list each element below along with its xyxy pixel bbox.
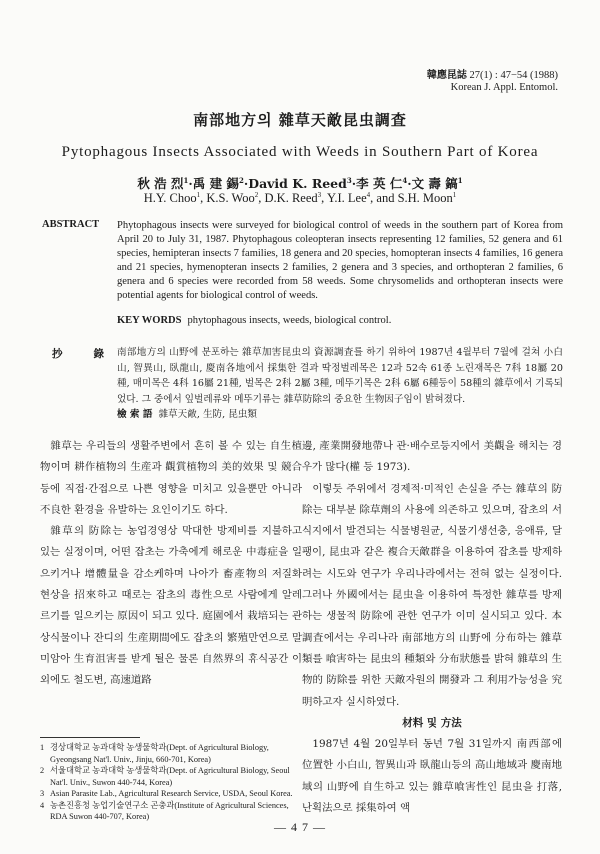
keywords-value: phytophagous insects, weeds, biological control. bbox=[187, 315, 392, 326]
authors-english: H.Y. Choo$^1$, K.S. Woo$^2$, D.K. Reed$^3$, Y.I. Lee$^4$, and S.H. Moon$^1$ bbox=[143, 190, 457, 205]
affiliation-mark: 4 bbox=[402, 175, 408, 185]
chorok-label-char: 錄 bbox=[93, 348, 104, 360]
affiliation-mark: 2 bbox=[254, 190, 259, 199]
keywords-ko bbox=[117, 406, 257, 420]
body-paragraph: 이렇듯 주위에서 경제적·미적인 손실을 주는 雜草의 防除는 대부분 除草劑의 사용에 의존하고 있으며, 잡초의 서식지에서 발견되는 식물병원균, 식물기생선충, 응애류, 달팽이, 昆虫과 같은 複合天敵群을 이용하여 잡초를 방제하려는 시도와 연구가 우리나라에서는 전혀 없는 실정이다. 그러나 外國에서는 昆虫을 이용하여 특정한 雜草를 방제하는 생물적 防除에 관한 연구가 이미 실시되고 있다. 本調査에서는 우리나라 南部地方의 山野에 分布하는 雜草類를 喰害하는 昆虫의 種類와 分布狀態를 밝혀 雜草의 生物的 防除를 위한 天敵자원의 開發과 그 利用가능성을 究明하고자 실시하였다. bbox=[302, 482, 562, 708]
abstract-label: ABSTRACT bbox=[42, 219, 100, 230]
affiliation-mark: 3 bbox=[317, 190, 322, 199]
keywords-en bbox=[117, 315, 391, 326]
chorok-text: 南部地方의 山野에 분포하는 雜草加害昆虫의 資源調査를 하기 위하여 1987년 4월부터 7월에 걸쳐 小白山, 智異山, 臥龍山, 慶南各地에서 採集한 결과 딱정벌레목은 12과 52속 61종 노린재목은 7科 18屬 20種, 매미목은 4科 16屬 21種, 벌목은 2科 2屬 3種, 메뚜기목은 2科 6屬 6種등이 58種의 雜草에서 기록되었다. 그 중에서 잎벌레류와 메뚜기류는 雜草防除의 중요한 生物因子임이 밝혀졌다. bbox=[117, 347, 563, 405]
abstract-text: Phytophagous insects were surveyed for biological control of weeds in the southern part of Korea from April 20 to July 31, 1987. Phytophagous coleopteran insects representing 12 families, 52 genera and 61 species, hemipteran insects 7 families, 18 genera and 20 species, homopteran insects 4 families, 16 genera and 21 species, hymenopteran insects 2 families, 2 genera and 3 species, and orthopteran 2 families, 6 genera and 6 species were recorded from 58 weeds. Some chrysomelids and orthopteran insects were potential agents for biological control of weeds. bbox=[117, 220, 563, 301]
footnote-number: 4 bbox=[40, 800, 45, 810]
body-paragraph: 雜草의 防除는 농업경영상 막대한 방제비를 지불하고 있는 실정이며, 어떤 잡초는 가축에게 해로운 中毒症을 일으키거나 增體量을 감소케하며 나아가 畜產物의 저질화 현상을 招來하고 때로는 잡초의 毒性으로 사람에게 알레르기를 일으키는 原因이 되고 있다. 庭園에서 栽培되는 관상식물이나 잔디의 生産期間에도 잡초의 繁殖만연으로 말미암아 生育沮害를 받게 될은 물론 自然界의 휴식공간 이외에도 철도변, 高速道路 bbox=[40, 525, 302, 687]
footnote-rule bbox=[40, 737, 140, 738]
title-korean: 南部地方의 雜草天敵昆虫調査 bbox=[193, 111, 407, 129]
author-en: H.Y. Choo bbox=[143, 191, 197, 205]
chorok-label bbox=[52, 346, 104, 361]
author-ko: 李 英 仁 bbox=[356, 176, 403, 191]
body-paragraph: 邊, 產業開發地帶나 관·배수로등지에서 美觀을 해치는 경우가 많다(權 등 1973). bbox=[302, 440, 562, 474]
journal-volume: 27(1) : 47−54 (1988) bbox=[469, 70, 558, 81]
journal-citation bbox=[427, 70, 558, 94]
footnote bbox=[40, 765, 302, 788]
footnote-number: 3 bbox=[40, 789, 45, 798]
author-en: Y.I. Lee bbox=[326, 191, 367, 205]
footnote-text: 서울대학교 농과대학 농생물학과(Dept. of Agricultural Biology, Seoul Nat'l. Univ., Suwon 440-744, Korea) bbox=[50, 766, 290, 787]
author-ko: 秋 浩 烈 bbox=[137, 176, 184, 191]
footnotes bbox=[40, 742, 302, 823]
affiliation-mark: 1 bbox=[452, 190, 457, 199]
affiliation-mark: 1 bbox=[457, 175, 463, 185]
footnote-number: 1 bbox=[40, 743, 45, 752]
footnote-number: 2 bbox=[40, 766, 45, 775]
body-left-column bbox=[40, 436, 302, 692]
body-paragraph: 1987년 4월 20일부터 동년 7월 31일까지 南西部에 位置한 小白山, 智異山과 臥龍山등의 高山地域과 慶南地域의 山野에 自生하고 있는 雜草喰害性인 昆虫을 打落, 난획法으로 採集하여 액 bbox=[302, 738, 562, 815]
footnote bbox=[40, 742, 302, 765]
affiliation-mark: 2 bbox=[239, 175, 244, 185]
affiliation-mark: 1 bbox=[183, 175, 189, 185]
authors-korean: 秋 浩 烈$^1$·禹 建 錫$^2$·David K. Reed$^3$·李 英 仁$^4$·文 壽 鎬$^1$ bbox=[137, 175, 463, 191]
footnote-text: 경상대학교 농과대학 농생물학과(Dept. of Agricultural Biology, Gyeongsang Nat'l. Univ., Jinju, 660-701, Korea) bbox=[50, 743, 269, 764]
body-right-column bbox=[302, 436, 562, 819]
footnote-text: Asian Parasite Lab., Agricultural Research Service, USDA, Seoul Korea. bbox=[50, 789, 293, 798]
body-paragraph: 雜草는 우리들의 생활주변에서 흔히 볼 수 있는 自生植物이며 耕作植物의 生産과 觀賞植物의 美的效果 및 競合 등에 직접·간접으로 나쁜 영향을 미치고 있을뿐만 아니라 不良한 환경을 유발하는 요인이기도 하다. bbox=[40, 440, 302, 516]
affiliation-mark: 1 bbox=[196, 190, 201, 199]
keywords-ko-value: 雜草天敵, 生防, 昆虫類 bbox=[158, 409, 258, 420]
author-en: D.K. Reed bbox=[264, 191, 318, 205]
journal-name-ko: 韓應昆誌 bbox=[426, 70, 467, 81]
keywords-ko-label: 檢 索 語 bbox=[117, 409, 153, 420]
chorok-label-char: 抄 bbox=[52, 348, 63, 360]
journal-name-en: Korean J. Appl. Entomol. bbox=[450, 82, 558, 93]
footnote-text: 농촌진흥청 농업기술연구소 곤충과(Institute of Agricultural Sciences, RDA Suwon 440-707, Korea) bbox=[50, 800, 289, 821]
author-en: K.S. Woo bbox=[206, 191, 255, 205]
keywords-label: KEY WORDS bbox=[117, 315, 182, 326]
affiliation-mark: 4 bbox=[366, 190, 371, 199]
page-number: — 4 7 — bbox=[274, 820, 326, 834]
section-heading: 材料 및 方法 bbox=[402, 716, 462, 729]
author-ko: 文 壽 鎬 bbox=[411, 176, 458, 191]
author-ko: David K. Reed bbox=[248, 176, 347, 191]
affiliation-mark: 3 bbox=[346, 175, 352, 185]
author-en: S.H. Moon bbox=[397, 191, 453, 205]
author-ko: 禹 建 錫 bbox=[192, 176, 239, 191]
title-english: Pytophagous Insects Associated with Weeds in Southern Part of Korea bbox=[61, 144, 539, 160]
footnote bbox=[40, 788, 302, 800]
